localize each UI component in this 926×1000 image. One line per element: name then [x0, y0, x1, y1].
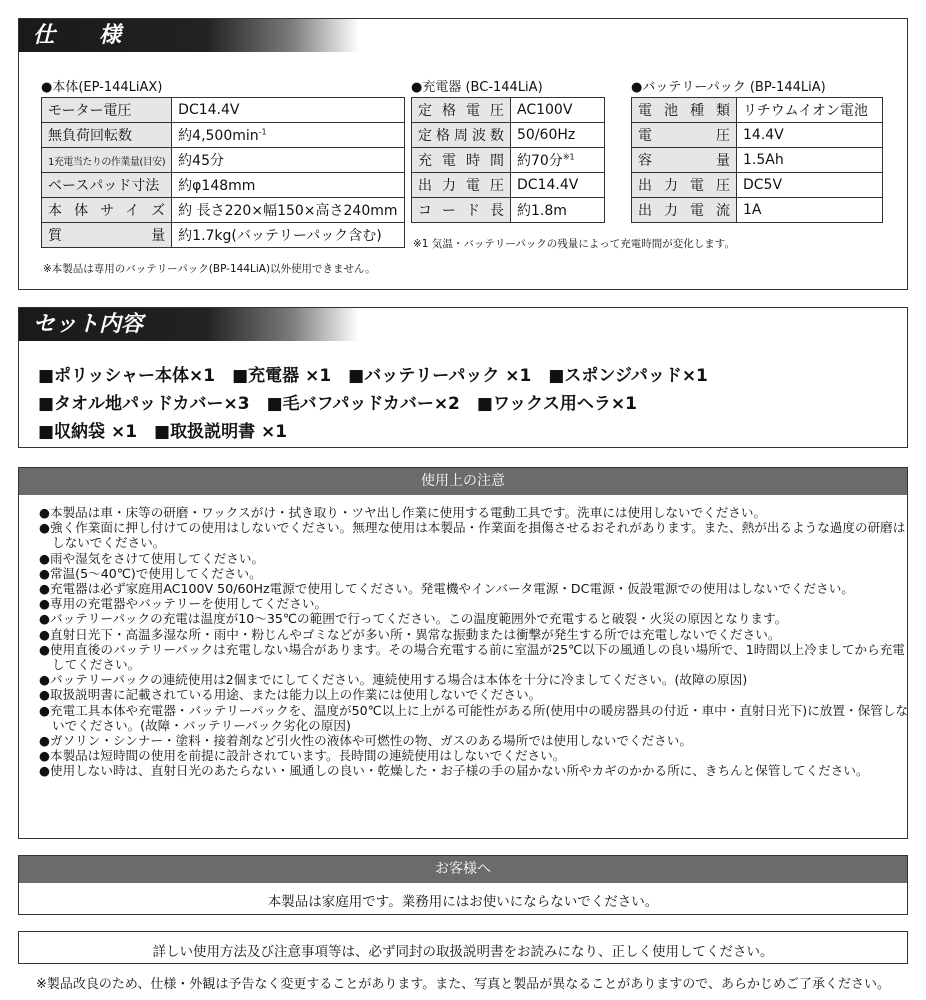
customer-title: お客様へ [19, 856, 907, 883]
spec-row [632, 198, 883, 223]
spec-row [632, 173, 883, 198]
set-contents-line-2: ■タオル地パッドカバー×3 ■毛バフパッドカバー×2 ■ワックス用ヘラ×1 [38, 394, 638, 414]
set-contents-line-1: ■ポリッシャー本体×1 ■充電器 ×1 ■バッテリーパック ×1 ■スポンジパッド×1 [38, 366, 708, 386]
spec-row [632, 123, 883, 148]
spec-value-text: 14.4V [743, 127, 784, 143]
caution-list [39, 505, 909, 779]
spec-row [412, 173, 605, 198]
spec-title: 仕 様 [19, 19, 359, 52]
spec-value [737, 98, 883, 123]
spec-key-label: 充電時間 [418, 153, 504, 169]
spec-value-text: 約φ148mm [178, 178, 256, 194]
manual-note-box [18, 931, 908, 964]
spec-row [42, 98, 405, 123]
caution-item: ●専用の充電器やバッテリーを使用してください。 [39, 596, 328, 612]
spec-key-label: ベースパッド寸法 [48, 178, 160, 194]
spec-row [412, 198, 605, 223]
caution-item: ●充電工具本体や充電器・バッテリーパックを、温度が50℃以上に上がる可能性がある所(使用中の暖房器具の付近・車中・直射日光下)に放置・保管しないでください。(故障・バッテリーパック劣化の原因) [39, 702, 908, 733]
spec-row [42, 198, 405, 223]
spec-key-label: 出力電流 [638, 203, 730, 219]
spec-value [172, 198, 404, 223]
spec-value-text: DC14.4V [178, 102, 240, 118]
caution-title: 使用上の注意 [19, 468, 907, 495]
spec-value-text: 約1.7kg(バッテリーパック含む) [178, 228, 382, 244]
spec-value [511, 148, 605, 173]
spec-key-label: 質量 [48, 228, 166, 244]
spec-key-label: 1充電当たりの作業量(目安) [48, 156, 166, 168]
spec-row [42, 223, 405, 248]
spec-value [511, 98, 605, 123]
spec-key [632, 173, 737, 198]
spec-key-label: モーター電圧 [48, 103, 132, 119]
spec-value [172, 98, 404, 123]
spec-key-label: 容量 [638, 153, 730, 169]
spec-key [632, 148, 737, 173]
spec-row [42, 173, 405, 198]
spec-key-label: コード長 [418, 203, 504, 219]
spec-key-label: 無負荷回転数 [48, 128, 132, 144]
caution-item: ●ガソリン・シンナー・塗料・接着剤など引火性の液体や可燃性の物、ガスのある場所では使用しないでください。 [39, 733, 692, 749]
spec-key [412, 98, 511, 123]
spec-value-text: 1A [743, 202, 762, 218]
spec-row [632, 148, 883, 173]
spec-value-text: リチウムイオン電池 [743, 103, 868, 119]
spec-key-label: 本体サイズ [48, 203, 166, 219]
spec-key [632, 198, 737, 223]
spec-value [737, 198, 883, 223]
spec-key-label: 定格周波数 [418, 128, 504, 144]
spec-value-text: 約70分 [517, 153, 563, 169]
spec-row [632, 98, 883, 123]
battery-spec-table [631, 97, 883, 223]
spec-key [412, 148, 511, 173]
spec-value-text: DC14.4V [517, 177, 579, 193]
spec-row [42, 123, 405, 148]
spec-value-text: 約1.8m [517, 203, 567, 219]
spec-key-label: 電池種類 [638, 103, 730, 119]
spec-key [42, 173, 172, 198]
body-spec-heading: ●本体(EP-144LiAX) [41, 80, 163, 95]
spec-value-text: 50/60Hz [517, 127, 576, 143]
spec-row [412, 148, 605, 173]
spec-key [42, 98, 172, 123]
caution-item: ●バッテリーパックの連続使用は2個までにしてください。連続使用する場合は本体を十分に冷ましてください。(故障の原因) [39, 672, 748, 688]
spec-value-text: AC100V [517, 102, 573, 118]
caution-section [18, 467, 908, 839]
caution-item: ●取扱説明書に記載されている用途、または能力以上の作業には使用しないでください。 [39, 687, 542, 703]
battery-spec-heading: ●バッテリーパック (BP-144LiA) [631, 80, 826, 95]
spec-value [737, 123, 883, 148]
spec-key-label: 出力電圧 [418, 178, 504, 194]
spec-key [412, 123, 511, 148]
spec-key-label: 定格電圧 [418, 103, 504, 119]
spec-value-superscript: -1 [258, 127, 267, 137]
body-spec-table [41, 97, 405, 248]
caution-item: ●常温(5～40℃)で使用してください。 [39, 565, 262, 581]
manual-note-text: 詳しい使用方法及び注意事項等は、必ず同封の取扱説明書をお読みになり、正しく使用してください。 [152, 944, 774, 960]
spec-key [42, 223, 172, 248]
spec-value [737, 148, 883, 173]
customer-section [18, 855, 908, 915]
spec-key [42, 123, 172, 148]
spec-key [42, 148, 172, 173]
spec-value [511, 198, 605, 223]
spec-value-superscript: ※1 [562, 152, 575, 162]
spec-value-text: DC5V [743, 177, 783, 193]
spec-row [412, 123, 605, 148]
charger-spec-table [411, 97, 605, 223]
spec-value [172, 148, 404, 173]
body-spec-note: ※本製品は専用のバッテリーパック(BP-144LiA)以外使用できません。 [43, 263, 376, 275]
set-contents-title: セット内容 [19, 308, 359, 341]
spec-value [172, 123, 404, 148]
spec-section [18, 18, 908, 290]
footer-note: ※製品改良のため、仕様・外観は予告なく変更することがあります。また、写真と製品が異なることがありますので、あらかじめご了承ください。 [35, 977, 891, 992]
spec-key [632, 123, 737, 148]
spec-value-text: 約45分 [178, 153, 224, 169]
spec-value-text: 1.5Ah [743, 152, 784, 168]
caution-item: ●本製品は車・床等の研磨・ワックスがけ・拭き取り・ツヤ出し作業に使用する電動工具です。洗車には使用しないでください。 [39, 505, 767, 520]
charger-spec-heading: ●充電器 (BC-144LiA) [411, 80, 543, 95]
spec-key [412, 173, 511, 198]
caution-item: ●使用直後のバッテリーパックは充電しない場合があります。その場合充電する前に室温が25℃以下の風通しの良い場所で、1時間以上冷ましてから充電してください。 [39, 641, 905, 673]
spec-value [172, 173, 404, 198]
caution-item: ●直射日光下・高温多湿な所・雨中・粉じんやゴミなどが多い所・異常な振動または衝撃が発生する所では充電しないでください。 [39, 626, 781, 642]
spec-row [412, 98, 605, 123]
spec-key [632, 98, 737, 123]
spec-key [42, 198, 172, 223]
spec-value [172, 223, 404, 248]
spec-row [42, 148, 405, 173]
set-contents-line-3: ■収納袋 ×1 ■取扱説明書 ×1 [38, 422, 288, 442]
caution-item: ●本製品は短時間の使用を前提に設計されています。長時間の連続使用はしないでください。 [39, 748, 566, 764]
customer-text: 本製品は家庭用です。業務用にはお使いにならないでください。 [267, 894, 659, 910]
spec-key-label: 出力電圧 [638, 178, 730, 194]
charger-spec-note: ※1 気温・バッテリーパックの残量によって充電時間が変化します。 [413, 238, 735, 250]
spec-value [737, 173, 883, 198]
caution-item: ●使用しない時は、直射日光のあたらない・風通しの良い・乾燥した・お子様の手の届かない所やカギのかかる所に、きちんと保管してください。 [39, 763, 869, 779]
spec-value-text: 約 長さ220×幅150×高さ240mm [178, 203, 398, 219]
spec-value-text: 約4,500min [178, 128, 259, 144]
caution-item: ●バッテリーパックの充電は温度が10～35℃の範囲で行ってください。この温度範囲外で充電すると破裂・火災の原因となります。 [39, 611, 788, 627]
caution-item: ●充電器は必ず家庭用AC100V 50/60Hz電源で使用してください。発電機やインバータ電源・DC電源・仮設電源での使用はしないでください。 [39, 581, 854, 597]
spec-key [412, 198, 511, 223]
spec-key-label: 電圧 [638, 128, 730, 144]
spec-value [511, 173, 605, 198]
caution-item: ●雨や湿気をさけて使用してください。 [39, 550, 265, 566]
caution-item: ●強く作業面に押し付けての使用はしないでください。無理な使用は本製品・作業面を損傷させるおそれがあります。また、熱が出るような過度の研磨はしないでください。 [39, 520, 906, 551]
spec-value [511, 123, 605, 148]
